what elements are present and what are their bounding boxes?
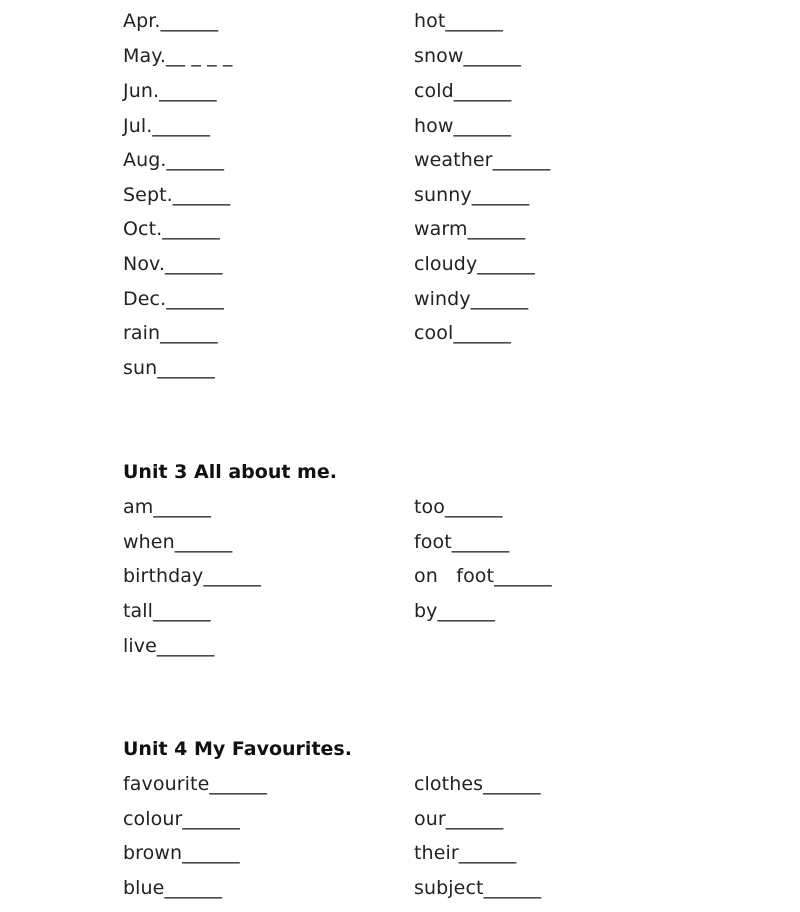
vocab-item: colour______ xyxy=(123,808,241,830)
vocab-item: favourite______ xyxy=(123,773,267,795)
vocab-item: on foot______ xyxy=(414,565,552,587)
vocab-item: birthday______ xyxy=(123,565,261,587)
vocab-item: our______ xyxy=(414,808,504,830)
vocab-item: snow______ xyxy=(414,45,522,67)
vocab-item: foot______ xyxy=(414,531,510,553)
vocab-item: Dec.______ xyxy=(123,288,224,310)
unit3-title: Unit 3 All about me. xyxy=(123,461,337,483)
vocab-item: cloudy______ xyxy=(414,253,535,275)
vocab-item: Nov.______ xyxy=(123,253,223,275)
vocab-item: cool______ xyxy=(414,322,511,344)
vocab-item: Jun.______ xyxy=(123,80,217,102)
vocab-item: Apr.______ xyxy=(123,10,219,32)
vocab-item: weather______ xyxy=(414,149,551,171)
vocab-item: subject______ xyxy=(414,877,542,899)
vocab-item: warm______ xyxy=(414,218,526,240)
vocab-item: by______ xyxy=(414,600,496,622)
unit4-title: Unit 4 My Favourites. xyxy=(123,738,352,760)
vocab-item: their______ xyxy=(414,842,517,864)
vocab-item: Jul.______ xyxy=(123,115,210,137)
vocab-item: Sept.______ xyxy=(123,184,231,206)
vocab-item: sun______ xyxy=(123,357,215,379)
vocab-item: rain______ xyxy=(123,322,218,344)
vocab-item: cold______ xyxy=(414,80,512,102)
vocab-item: how______ xyxy=(414,115,512,137)
vocab-item: tall______ xyxy=(123,600,211,622)
vocab-item: windy______ xyxy=(414,288,529,310)
vocab-item: am______ xyxy=(123,496,211,518)
vocab-item: brown______ xyxy=(123,842,240,864)
vocab-item: too______ xyxy=(414,496,503,518)
vocab-item: blue______ xyxy=(123,877,223,899)
vocab-item: when______ xyxy=(123,531,233,553)
vocab-item: May.__ _ _ _ xyxy=(123,45,233,67)
vocab-item: Oct.______ xyxy=(123,218,220,240)
vocab-item: clothes______ xyxy=(414,773,541,795)
vocab-item: live______ xyxy=(123,635,215,657)
vocab-item: sunny______ xyxy=(414,184,530,206)
vocab-item: hot______ xyxy=(414,10,504,32)
vocab-item: Aug.______ xyxy=(123,149,225,171)
